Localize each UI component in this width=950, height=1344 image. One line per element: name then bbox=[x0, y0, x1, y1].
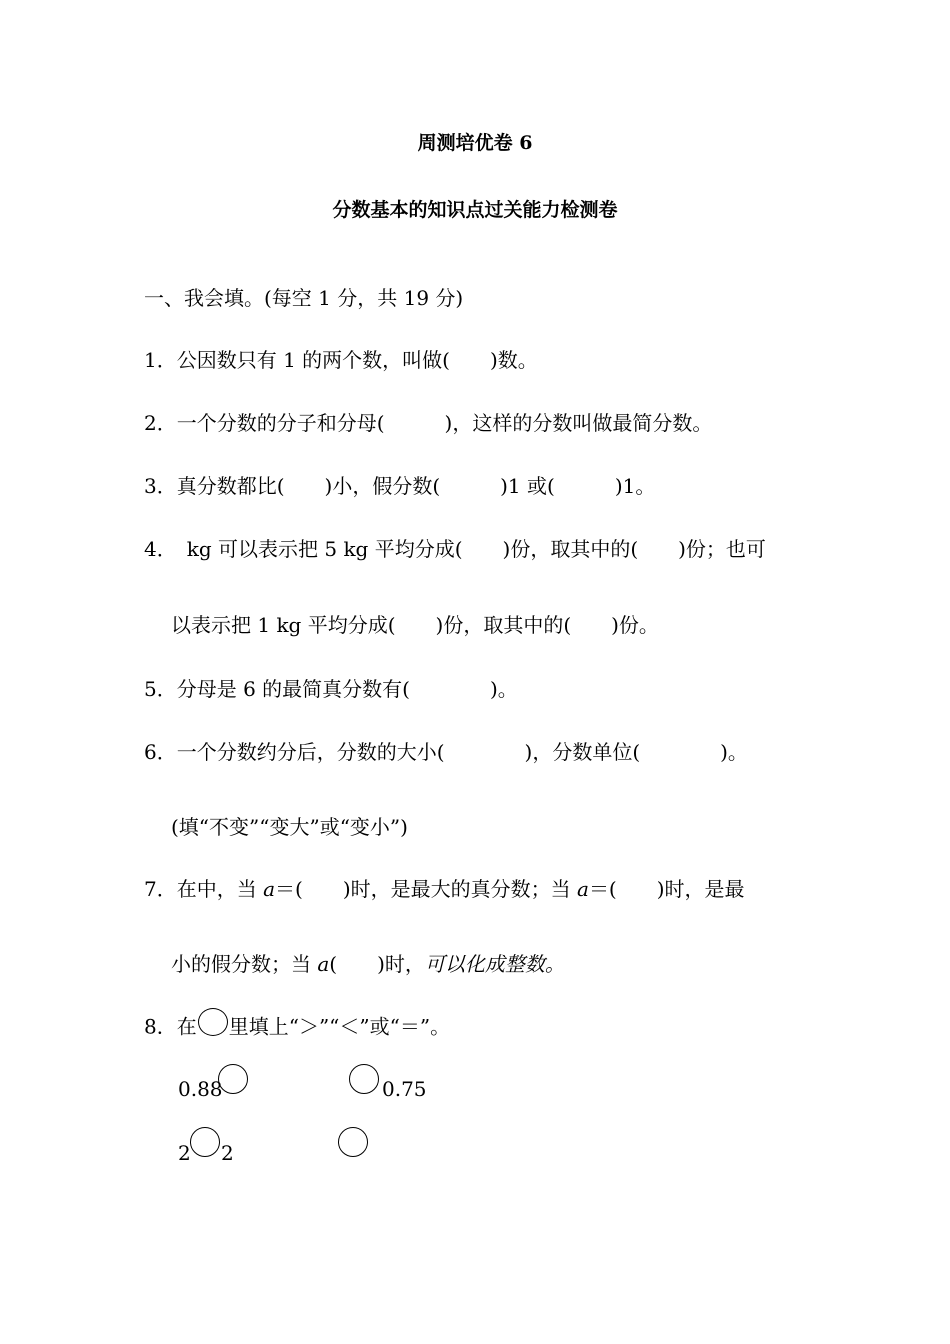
question-7-line-1 bbox=[144, 877, 745, 901]
question-4-line-2: 以表示把 1 kg 平均分成( )份，取其中的( )份。 bbox=[171, 613, 659, 637]
question-6-line-2: (填“不变”“变大”或“变小”) bbox=[171, 815, 408, 839]
q8-item-2-value: 0.75 bbox=[382, 1077, 427, 1101]
question-6-line-1: 6．一个分数约分后，分数的大小( )，分数单位( )。 bbox=[144, 740, 748, 764]
question-4-line-1: 4． kg 可以表示把 5 kg 平均分成( )份，取其中的( )份；也可 bbox=[144, 537, 766, 561]
question-7-variable: a bbox=[317, 952, 330, 976]
question-3: 3．真分数都比( )小，假分数( )1 或( )1。 bbox=[144, 474, 656, 498]
answer-circle[interactable] bbox=[349, 1064, 379, 1094]
question-7-variable: a bbox=[577, 877, 589, 901]
question-8 bbox=[144, 1014, 450, 1042]
answer-circle[interactable] bbox=[190, 1127, 220, 1157]
question-7-text-c: ＝( )时，是最 bbox=[588, 877, 745, 901]
question-5: 5．分母是 6 的最简真分数有( )。 bbox=[144, 677, 518, 701]
question-8-suffix: 里填上“＞”“＜”或“＝”。 bbox=[228, 1014, 451, 1039]
question-7-line-2 bbox=[171, 952, 565, 976]
page-subtitle: 分数基本的知识点过关能力检测卷 bbox=[332, 199, 618, 221]
question-7-text-e: ( )时， bbox=[329, 952, 425, 976]
question-7-text-b: ＝( )时，是最大的真分数；当 bbox=[275, 877, 577, 901]
question-7-text-a: 7．在中，当 bbox=[144, 877, 264, 901]
q8-item-1-value: 0.88 bbox=[178, 1077, 223, 1101]
question-2: 2．一个分数的分子和分母( )，这样的分数叫做最简分数。 bbox=[144, 411, 713, 435]
q8-item-3-left-value: 2 bbox=[178, 1141, 191, 1165]
answer-circle[interactable] bbox=[218, 1064, 248, 1094]
question-7-text-italic: 可以化成整数。 bbox=[424, 952, 565, 976]
question-8-prefix: 8．在 bbox=[144, 1014, 197, 1039]
q8-item-3-right-value: 2 bbox=[221, 1141, 234, 1165]
question-7-variable: a bbox=[263, 877, 276, 901]
answer-circle[interactable] bbox=[338, 1127, 368, 1157]
question-7-text-d: 小的假分数；当 bbox=[171, 952, 318, 976]
compare-circle-icon bbox=[198, 1008, 228, 1036]
section-heading: 一、我会填。(每空 1 分，共 19 分) bbox=[144, 286, 464, 310]
page-title: 周测培优卷 6 bbox=[417, 132, 533, 154]
question-1: 1．公因数只有 1 的两个数，叫做( )数。 bbox=[144, 348, 538, 372]
